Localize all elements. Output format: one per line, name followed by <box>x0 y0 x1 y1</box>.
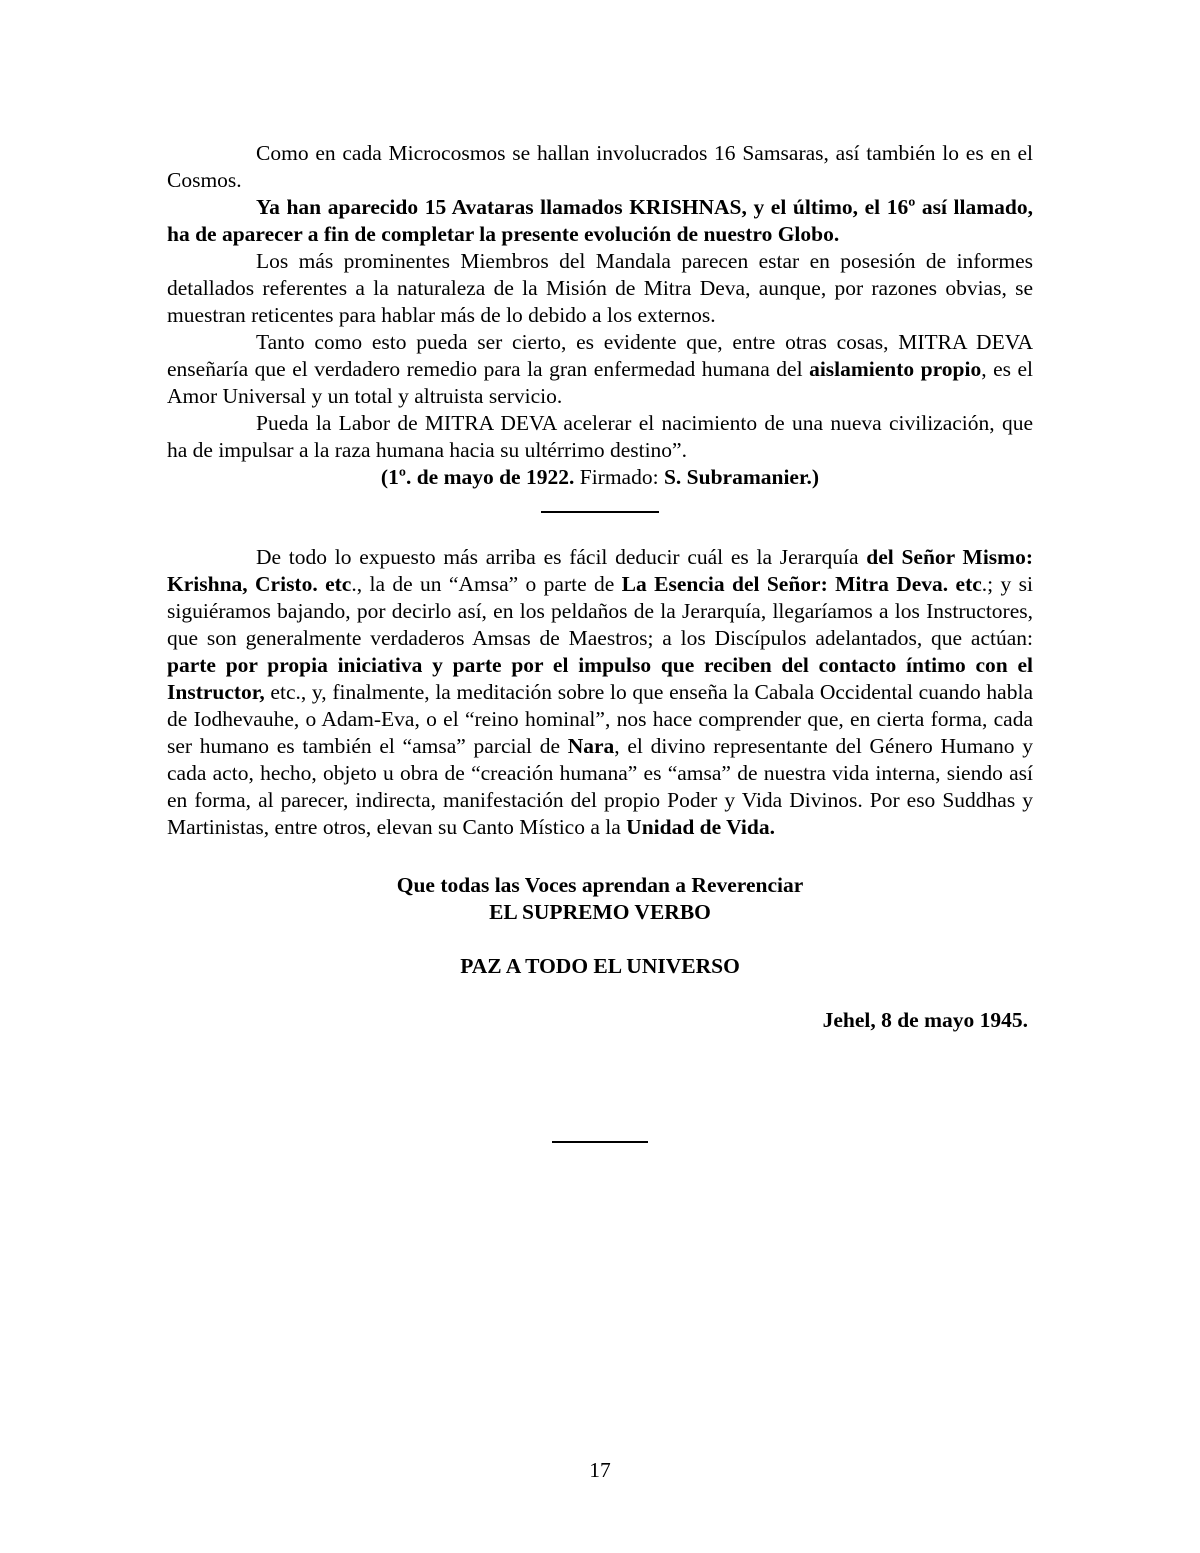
bold-senor: del Señor Mismo: Krishna, Cristo. etc <box>167 545 1033 596</box>
bold-nara: Nara <box>567 734 615 758</box>
document-body <box>167 140 1033 1143</box>
closing-text-2: EL SUPREMO VERBO <box>489 900 711 924</box>
paragraph-mitra-deva <box>167 329 1033 410</box>
sig-name: S. Subramanier.) <box>663 465 820 489</box>
paragraph-jerarquia <box>167 544 1033 841</box>
sig-mid: Firmado: <box>574 465 664 489</box>
peace-text: PAZ A TODO EL UNIVERSO <box>460 954 740 978</box>
signature-line <box>167 464 1033 491</box>
text-span: Tanto como esto pueda ser cierto, es evidente que, entre otras cosas, MITRA DEVA enseñaría que el verdadero remedio para la gran enfermedad humana del <box>167 330 1033 381</box>
page-number: 17 <box>589 1458 611 1482</box>
sig-date: 1º. de mayo de 1922. <box>388 465 575 489</box>
text-span: , es el Amor Universal y un total y altruista servicio. <box>167 357 1034 408</box>
paragraph-civilizacion: Pueda la Labor de MITRA DEVA acelerar el nacimiento de una nueva civilización, que ha de impulsar a la raza humana hacia su ultérrimo destino”. <box>167 411 1033 462</box>
peace-line <box>167 953 1033 980</box>
paragraph-microcosmos: Como en cada Microcosmos se hallan involucrados 16 Samsaras, así también lo es en el Cosmos. <box>167 141 1033 192</box>
sig-open: ( <box>380 465 389 489</box>
text-span: , el divino representante del Género Humano y cada acto, hecho, objeto u obra de “creación humana” es “amsa” de nuestra vida interna, siendo así en forma, al parecer, indirecta, manifestación del propio Poder y Vida Divinos. Por eso Suddhas y Martinistas, entre otros, elevan su Canto Místico a la <box>167 734 1034 839</box>
bold-aislamiento: aislamiento propio <box>809 357 982 381</box>
bold-avataras: Ya han aparecido 15 Avataras llamados KRISHNAS, y el último, el 16º así llamado, ha de aparecer a fin de completar la presente evolución de nuestro Globo. <box>167 195 1033 246</box>
place-date <box>167 1007 1033 1034</box>
end-divider <box>552 1141 648 1143</box>
closing-line-1 <box>167 872 1033 899</box>
bold-esencia: La Esencia del Señor: Mitra Deva. etc <box>621 572 982 596</box>
paragraph-mandala: Los más prominentes Miembros del Mandala parecen estar en posesión de informes detallados referentes a la naturaleza de la Misión de Mitra Deva, aunque, por razones obvias, se muestran reticentes para hablar más de lo debido a los externos. <box>167 249 1033 327</box>
closing-text-1: Que todas las Voces aprendan a Reverenciar <box>396 873 804 897</box>
text-span: etc., y, finalmente, la meditación sobre lo que enseña la Cabala Occidental cuando habla de Iodhevauhe, o Adam-Eva, o el “reino hominal”, nos hace comprender que, en cierta forma, cada ser humano es también el “amsa” parcial de <box>167 680 1033 758</box>
paragraph-avataras <box>167 194 1033 248</box>
closing-line-2 <box>167 899 1033 926</box>
section-divider <box>541 511 659 513</box>
text-span: De todo lo expuesto más arriba es fácil deducir cuál es la Jerarquía <box>256 545 867 569</box>
place-date-text: Jehel, 8 de mayo 1945. <box>822 1008 1028 1032</box>
text-span: .; y si siguiéramos bajando, por decirlo así, en los peldaños de la Jerarquía, llegaríamos a los Instructores, que son generalmente verdaderos Amsas de Maestros; a los Discípulos adelantados, que actúan: <box>167 572 1033 650</box>
bold-unidad: Unidad de Vida. <box>626 815 775 839</box>
text-span: ., la de un “Amsa” o parte de <box>351 572 622 596</box>
bold-iniciativa: parte por propia iniciativa y parte por el impulso que reciben del contacto íntimo con el Instructor, <box>167 653 1033 704</box>
